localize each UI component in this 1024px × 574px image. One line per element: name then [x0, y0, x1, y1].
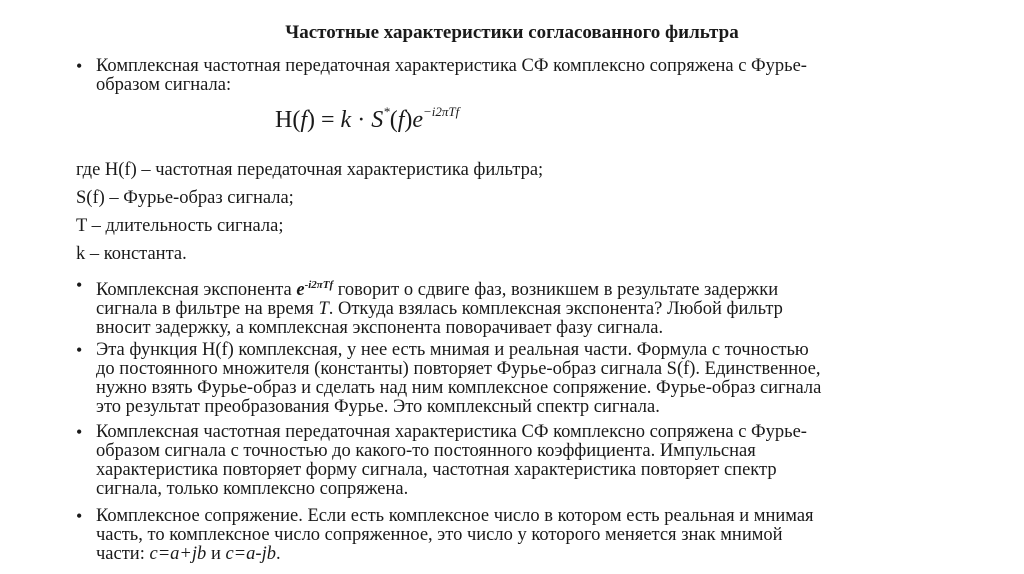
text: Комплексная экспонента — [96, 280, 297, 300]
formula-open: ( — [389, 107, 398, 133]
bullet-5-line-3 — [96, 545, 946, 564]
bullet-3-line: Эта функция H(f) комплексная, у нее есть мнимая и реальная части. Формула с точностью — [96, 340, 809, 360]
formula-k: k — [340, 107, 352, 133]
bullet-1-line-2: образом сигнала: — [96, 75, 232, 95]
text: и — [206, 544, 226, 564]
text: . Откуда взялась комплексная экспонента? Любой фильтр — [328, 299, 783, 319]
bullet-marker: • — [76, 275, 83, 295]
text: части: — [96, 544, 150, 564]
formula-close: ) — [404, 107, 413, 133]
bullet-2-line-3: вносит задержку, а комплексная экспонента поворачивает фазу сигнала. — [96, 318, 664, 338]
definition-S: S(f) – Фурье-образ сигнала; — [76, 188, 294, 208]
bullet-marker: • — [76, 506, 83, 526]
formula-dot: · — [351, 107, 372, 133]
bullet-2-line-1 — [96, 276, 946, 300]
symbol-T: T — [318, 299, 329, 319]
formula-conj: * — [383, 104, 390, 119]
exp-base: e — [296, 280, 305, 300]
bullet-4-line: образом сигнала с точностью до какого-то постоянного коэффициента. Импульсная — [96, 441, 756, 461]
bullet-marker: • — [76, 56, 83, 76]
bullet-2 — [96, 276, 946, 338]
conjugate-formula-1: c=a+jb — [149, 544, 207, 564]
bullet-3-line: нужно взять Фурье-образ и сделать над ним комплексное сопряжение. Фурье-образ сигнала — [96, 378, 822, 398]
exp-power: -i2πTf — [304, 279, 334, 291]
definition-T: T – длительность сигнала; — [76, 216, 284, 236]
bullet-marker: • — [76, 422, 83, 442]
bullet-4-line: характеристика повторяет форму сигнала, частотная характеристика повторяет спектр — [96, 460, 777, 480]
text: . — [275, 544, 281, 564]
formula-f2: f — [397, 107, 405, 133]
formula-exponent: −i2πTf — [423, 104, 460, 119]
complex-exponent — [296, 280, 333, 300]
bullet-1 — [96, 57, 946, 95]
bullet-5-line-2: часть, то комплексное число сопряженное, это число у которого меняется знак мнимой — [96, 525, 783, 545]
bullet-3 — [96, 341, 946, 417]
formula-lhs: H( — [275, 107, 301, 133]
bullet-4 — [96, 423, 946, 499]
formula-eq: ) = — [307, 107, 341, 133]
bullet-4-line: сигнала, только комплексно сопряжена. — [96, 479, 409, 499]
bullet-3-line: до постоянного множителя (константы) повторяет Фурье-образ сигнала S(f). Единственное, — [96, 359, 821, 379]
slide-title: Частотные характеристики согласованного фильтра — [285, 22, 739, 43]
definition-k: k – константа. — [76, 244, 187, 264]
bullet-2-line-2 — [96, 300, 946, 319]
formula-S: S — [371, 107, 384, 133]
text: сигнала в фильтре на время — [96, 299, 319, 319]
formula-e: e — [412, 107, 424, 133]
bullet-4-line: Комплексная частотная передаточная характеристика СФ комплексно сопряжена с Фурье- — [96, 422, 807, 442]
text: говорит о сдвиге фаз, возникшем в результате задержки — [333, 280, 779, 300]
bullet-3-line: это результат преобразования Фурье. Это комплексный спектр сигнала. — [96, 397, 660, 417]
transfer-function-formula — [275, 104, 459, 134]
bullet-marker: • — [76, 340, 83, 360]
bullet-5-line-1: Комплексное сопряжение. Если есть комплексное число в котором есть реальная и мнимая — [96, 506, 814, 526]
bullet-1-line-1: Комплексная частотная передаточная характеристика СФ комплексно сопряжена с Фурье- — [96, 56, 807, 76]
conjugate-formula-2: c=a-jb — [225, 544, 276, 564]
bullet-5 — [96, 507, 946, 564]
formula-f: f — [300, 107, 307, 133]
definition-H: где H(f) – частотная передаточная характеристика фильтра; — [76, 160, 544, 180]
